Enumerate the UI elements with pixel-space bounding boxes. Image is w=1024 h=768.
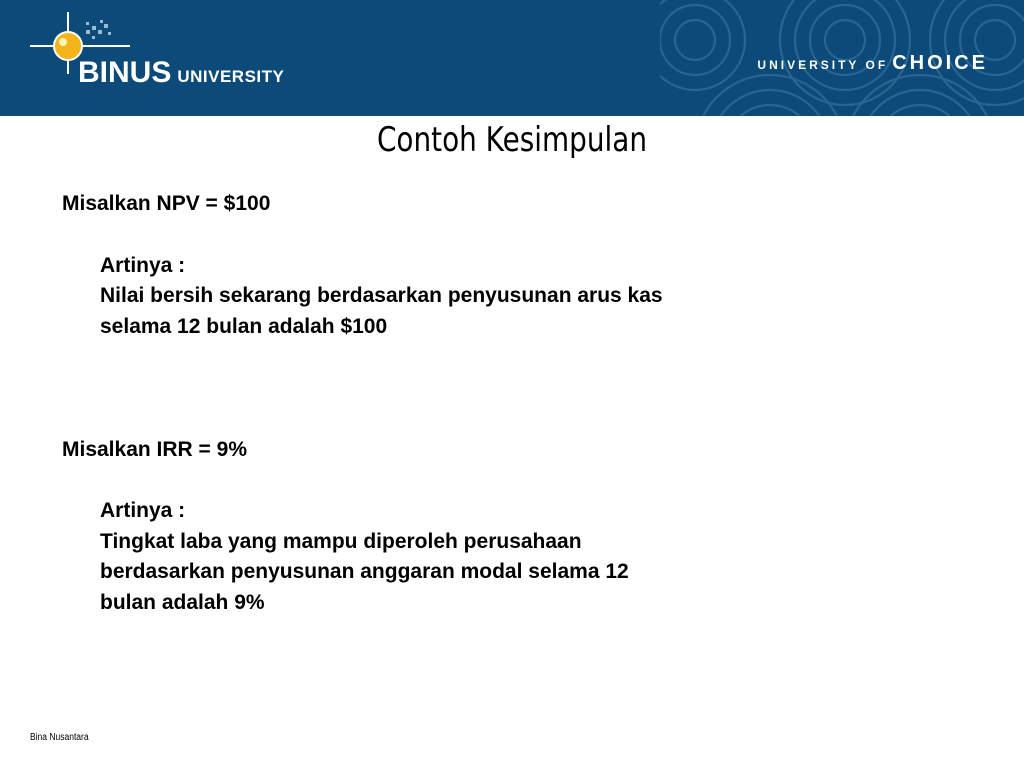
header-banner xyxy=(0,0,1024,116)
binus-logo xyxy=(30,8,320,108)
logo-university-text: UNIVERSITY xyxy=(177,67,285,86)
tagline xyxy=(757,52,988,75)
section-npv-line-1: Nilai bersih sekarang berdasarkan penyusunan arus kas xyxy=(100,284,663,307)
logo-brand-text: BINUS xyxy=(78,56,172,89)
section-irr-label: Artinya : xyxy=(100,499,186,522)
section-npv-label: Artinya : xyxy=(100,254,186,277)
slide-title: Contoh Kesimpulan xyxy=(376,120,648,160)
section-npv-line-2: selama 12 bulan adalah $100 xyxy=(100,315,388,338)
section-irr-line-1: Tingkat laba yang mampu diperoleh perusahaan xyxy=(100,530,582,553)
logo-wordmark xyxy=(78,56,284,90)
tagline-prefix: UNIVERSITY OF xyxy=(757,58,889,72)
section-irr-line-2: berdasarkan penyusunan anggaran modal selama 12 xyxy=(100,560,629,583)
section-irr-line-3: bulan adalah 9% xyxy=(100,591,265,614)
section-npv-heading: Misalkan NPV = $100 xyxy=(62,192,271,215)
tagline-main: CHOICE xyxy=(892,52,988,74)
section-irr-heading: Misalkan IRR = 9% xyxy=(62,438,247,461)
footer-text: Bina Nusantara xyxy=(30,732,89,743)
